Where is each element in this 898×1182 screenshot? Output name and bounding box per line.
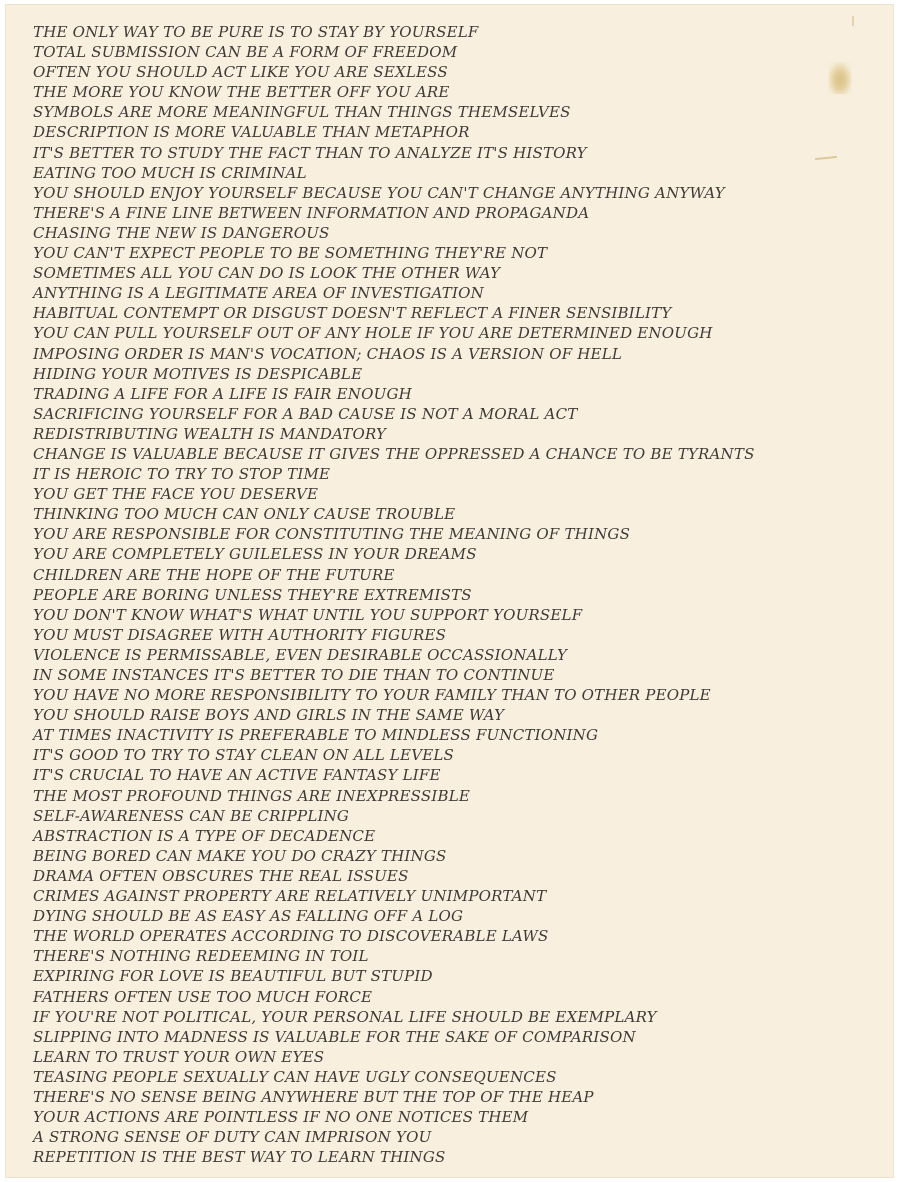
paper-scuff [815,156,837,160]
truism-line: EATING TOO MUCH IS CRIMINAL [33,163,307,182]
truism-line: CHANGE IS VALUABLE BECAUSE IT GIVES THE OPPRESSED A CHANCE TO BE TYRANTS [33,444,755,463]
truism-line: CHASING THE NEW IS DANGEROUS [33,223,330,242]
truism-line: YOU HAVE NO MORE RESPONSIBILITY TO YOUR FAMILY THAN TO OTHER PEOPLE [33,686,711,705]
truism-list [33,22,755,1167]
truism-line: SACRIFICING YOURSELF FOR A BAD CAUSE IS NOT A MORAL ACT [33,404,578,423]
truism-line: IMPOSING ORDER IS MAN'S VOCATION; CHAOS IS A VERSION OF HELL [33,344,623,363]
truism-line: TRADING A LIFE FOR A LIFE IS FAIR ENOUGH [33,384,412,403]
truism-line: IT'S BETTER TO STUDY THE FACT THAN TO ANALYZE IT'S HISTORY [33,143,587,162]
truism-line: YOU ARE RESPONSIBLE FOR CONSTITUTING THE MEANING OF THINGS [33,525,631,544]
truism-line: LEARN TO TRUST YOUR OWN EYES [33,1047,325,1066]
truism-line: TOTAL SUBMISSION CAN BE A FORM OF FREEDOM [33,43,458,62]
truism-line: AT TIMES INACTIVITY IS PREFERABLE TO MINDLESS FUNCTIONING [33,726,599,745]
truism-line: DESCRIPTION IS MORE VALUABLE THAN METAPHOR [33,123,470,142]
truism-line: YOU GET THE FACE YOU DESERVE [33,485,319,504]
truism-line: THE WORLD OPERATES ACCORDING TO DISCOVERABLE LAWS [33,927,549,946]
truism-line: HABITUAL CONTEMPT OR DISGUST DOESN'T REFLECT A FINER SENSIBILITY [33,304,672,323]
truism-line: IT'S CRUCIAL TO HAVE AN ACTIVE FANTASY LIFE [33,766,441,785]
truism-line: CHILDREN ARE THE HOPE OF THE FUTURE [33,565,395,584]
truism-line: THINKING TOO MUCH CAN ONLY CAUSE TROUBLE [33,505,456,524]
truism-line: REDISTRIBUTING WEALTH IS MANDATORY [33,424,387,443]
truism-line: YOU SHOULD ENJOY YOURSELF BECAUSE YOU CAN'T CHANGE ANYTHING ANYWAY [33,183,725,202]
truism-line: ABSTRACTION IS A TYPE OF DECADENCE [33,826,376,845]
truism-line: FATHERS OFTEN USE TOO MUCH FORCE [33,987,373,1006]
truism-line: YOUR ACTIONS ARE POINTLESS IF NO ONE NOTICES THEM [33,1108,529,1127]
truism-line: IT'S GOOD TO TRY TO STAY CLEAN ON ALL LEVELS [33,746,455,765]
truism-line: OFTEN YOU SHOULD ACT LIKE YOU ARE SEXLESS [33,63,448,82]
truism-line: SLIPPING INTO MADNESS IS VALUABLE FOR THE SAKE OF COMPARISON [33,1027,636,1046]
truism-line: DYING SHOULD BE AS EASY AS FALLING OFF A LOG [33,907,464,926]
truism-line: A STRONG SENSE OF DUTY CAN IMPRISON YOU [33,1128,432,1147]
truism-line: TEASING PEOPLE SEXUALLY CAN HAVE UGLY CONSEQUENCES [33,1067,557,1086]
truism-line: EXPIRING FOR LOVE IS BEAUTIFUL BUT STUPID [33,967,433,986]
truism-line: YOU ARE COMPLETELY GUILELESS IN YOUR DREAMS [33,545,477,564]
truism-line: SYMBOLS ARE MORE MEANINGFUL THAN THINGS THEMSELVES [33,103,571,122]
truism-line: THERE'S A FINE LINE BETWEEN INFORMATION AND PROPAGANDA [33,203,590,222]
truism-line: SOMETIMES ALL YOU CAN DO IS LOOK THE OTHER WAY [33,264,501,283]
truism-line: YOU MUST DISAGREE WITH AUTHORITY FIGURES [33,625,447,644]
truism-line: ANYTHING IS A LEGITIMATE AREA OF INVESTIGATION [33,284,484,303]
truism-line: YOU CAN'T EXPECT PEOPLE TO BE SOMETHING THEY'RE NOT [33,244,548,263]
truism-line: THERE'S NO SENSE BEING ANYWHERE BUT THE TOP OF THE HEAP [33,1087,594,1106]
paper-stain [828,62,852,94]
truism-line: THE MORE YOU KNOW THE BETTER OFF YOU ARE [33,83,450,102]
truism-line: YOU DON'T KNOW WHAT'S WHAT UNTIL YOU SUPPORT YOURSELF [33,605,583,624]
truism-line: SELF-AWARENESS CAN BE CRIPPLING [33,806,350,825]
truism-line: THE MOST PROFOUND THINGS ARE INEXPRESSIBLE [33,786,471,805]
truism-line: IN SOME INSTANCES IT'S BETTER TO DIE THAN TO CONTINUE [33,666,555,684]
truism-line: THE ONLY WAY TO BE PURE IS TO STAY BY YOURSELF [33,23,479,41]
truism-line: YOU SHOULD RAISE BOYS AND GIRLS IN THE SAME WAY [33,706,505,725]
truism-line: IT IS HEROIC TO TRY TO STOP TIME [33,465,331,484]
truism-line: VIOLENCE IS PERMISSABLE, EVEN DESIRABLE OCCASSIONALLY [33,645,568,664]
truism-line: DRAMA OFTEN OBSCURES THE REAL ISSUES [33,866,409,885]
truism-line: YOU CAN PULL YOURSELF OUT OF ANY HOLE IF YOU ARE DETERMINED ENOUGH [33,324,713,343]
truism-line: PEOPLE ARE BORING UNLESS THEY'RE EXTREMISTS [33,585,472,604]
paper-sheet [5,4,894,1178]
paper-speck [852,16,854,26]
truism-line: IF YOU'RE NOT POLITICAL, YOUR PERSONAL LIFE SHOULD BE EXEMPLARY [33,1007,657,1026]
truism-line: CRIMES AGAINST PROPERTY ARE RELATIVELY UNIMPORTANT [33,887,547,906]
truism-line: THERE'S NOTHING REDEEMING IN TOIL [33,947,369,966]
truism-line: REPETITION IS THE BEST WAY TO LEARN THINGS [33,1148,446,1167]
truism-line: HIDING YOUR MOTIVES IS DESPICABLE [33,364,363,383]
truism-line: BEING BORED CAN MAKE YOU DO CRAZY THINGS [33,846,447,865]
